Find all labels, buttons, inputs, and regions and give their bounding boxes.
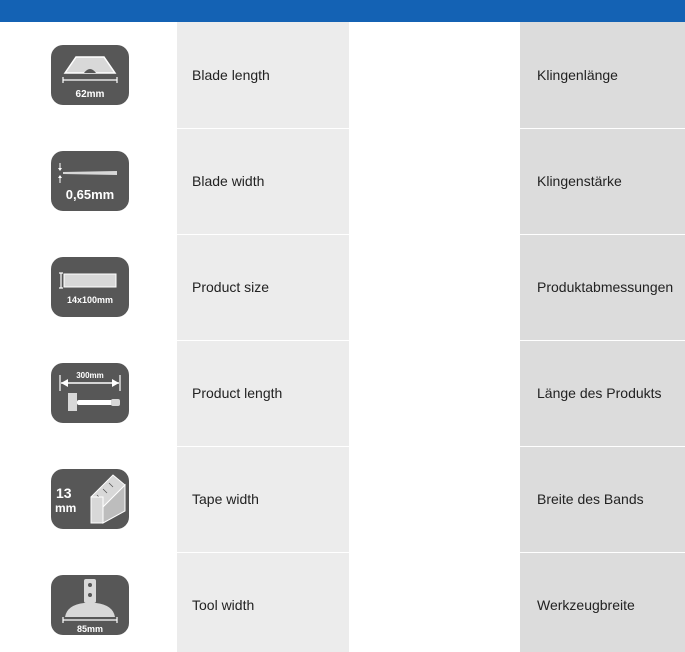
row-divider	[520, 234, 685, 235]
label-blade-length-de: Klingenlänge	[537, 67, 618, 83]
product-size-icon-text: 14x100mm	[66, 295, 114, 305]
tape-width-icon-unit: mm	[55, 501, 77, 515]
product-length-icon	[51, 363, 129, 423]
row-divider	[177, 128, 349, 129]
row-divider	[520, 340, 685, 341]
row-divider	[520, 128, 685, 129]
blade-width-icon-text: 0,65mm	[65, 187, 115, 202]
header-bar	[0, 0, 685, 22]
row-divider	[177, 552, 349, 553]
row-divider	[520, 446, 685, 447]
label-tape-width-en: Tape width	[192, 491, 259, 507]
product-size-icon	[51, 257, 129, 317]
label-blade-length-en: Blade length	[192, 67, 270, 83]
tool-width-icon-text: 85mm	[76, 624, 104, 634]
label-product-size-de: Produktabmessungen	[537, 279, 674, 295]
tape-width-icon	[51, 469, 129, 529]
tool-width-icon	[51, 575, 129, 635]
row-divider	[177, 234, 349, 235]
label-product-length-en: Product length	[192, 385, 283, 401]
tape-width-icon-number: 13	[56, 485, 72, 501]
blade-width-icon	[51, 151, 129, 211]
label-blade-width-de: Klingenstärke	[537, 173, 622, 189]
blade-length-icon	[51, 45, 129, 105]
label-product-size-en: Product size	[192, 279, 270, 295]
row-divider	[177, 340, 349, 341]
label-tool-width-de: Werkzeugbreite	[537, 597, 635, 613]
row-divider	[177, 446, 349, 447]
product-length-icon-text: 300mm	[76, 371, 104, 380]
label-tape-width-de: Breite des Bands	[537, 491, 644, 507]
label-tool-width-en: Tool width	[192, 597, 255, 613]
label-blade-width-en: Blade width	[192, 173, 265, 189]
english-column	[177, 22, 349, 652]
row-divider	[520, 552, 685, 553]
label-product-length-de: Länge des Produkts	[537, 385, 662, 401]
blade-length-icon-text: 62mm	[75, 89, 105, 100]
german-column	[520, 22, 685, 652]
